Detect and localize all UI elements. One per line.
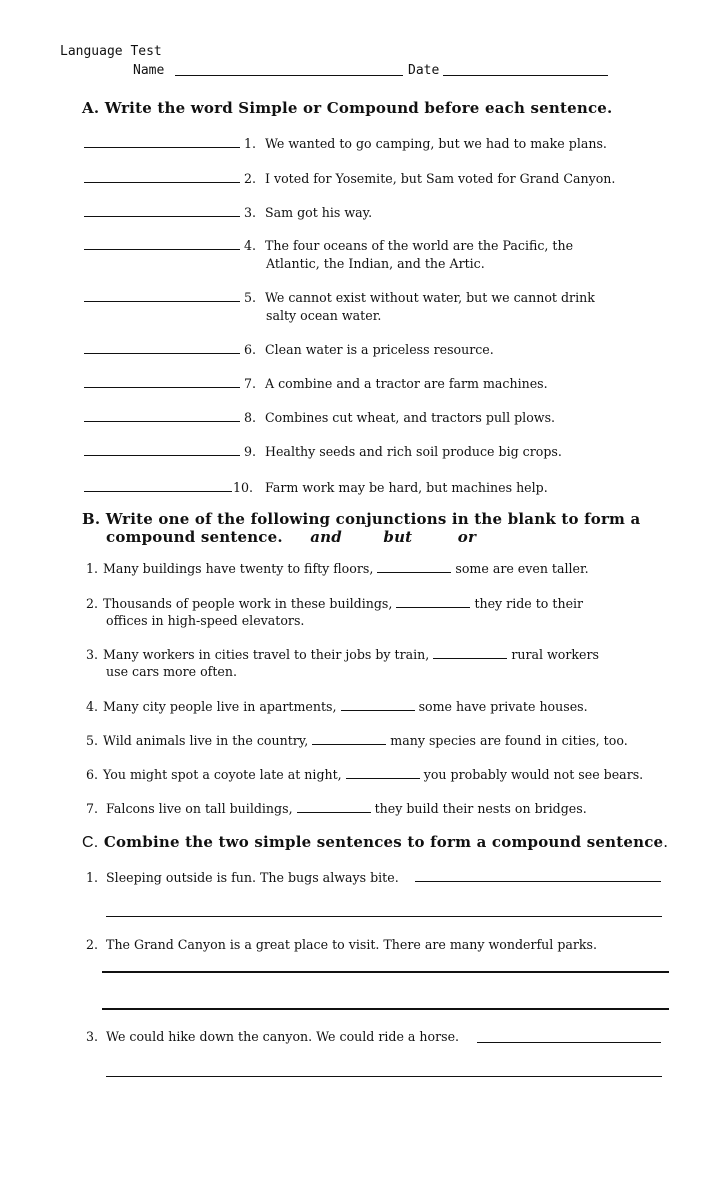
item-before: Many workers in cities travel to their jobs by train, [103, 647, 430, 662]
section-c-text: Combine the two simple sentences to form a compound sentence [103, 833, 664, 851]
item-number: 9. [244, 444, 257, 459]
b-item [86, 561, 589, 576]
item-number: 1. [86, 870, 99, 885]
item-number: 6. [86, 767, 99, 782]
c-answer-1a[interactable] [415, 881, 661, 882]
section-b-heading [82, 510, 640, 528]
answer-blank[interactable] [84, 249, 240, 250]
b-item [86, 733, 628, 748]
item-text: Sleeping outside is fun. The bugs always bite. [106, 870, 399, 885]
conjunction-blank[interactable] [433, 657, 507, 659]
conjunction-but: but [383, 528, 413, 546]
c-item-3 [86, 1029, 459, 1044]
conjunction-and: and [310, 528, 342, 546]
conjunction-blank[interactable] [341, 709, 415, 711]
section-a-letter: A. [82, 99, 100, 117]
item-text-continued: salty ocean water. [266, 308, 382, 323]
item-text: Farm work may be hard, but machines help. [265, 480, 548, 495]
item-text-continued: Atlantic, the Indian, and the Artic. [266, 256, 485, 271]
answer-blank[interactable] [84, 147, 240, 148]
item-number: 4. [86, 699, 99, 714]
item-number: 7. [244, 376, 257, 391]
conjunction-blank[interactable] [377, 571, 451, 573]
c-answer-2a[interactable] [102, 971, 669, 973]
answer-blank[interactable] [84, 421, 240, 422]
section-b-letter: B. [82, 510, 101, 528]
item-after: rural workers [511, 647, 599, 662]
item-number: 2. [86, 596, 99, 611]
item-text: Clean water is a priceless resource. [265, 342, 494, 357]
answer-blank[interactable] [84, 353, 240, 354]
item-number: 5. [244, 290, 257, 305]
item-before: Many buildings have twenty to fifty floors, [103, 561, 374, 576]
item-text: The four oceans of the world are the Pacific, the [265, 238, 574, 253]
item-before: Wild animals live in the country, [103, 733, 309, 748]
item-number: 10. [233, 480, 254, 495]
item-number: 2. [244, 171, 257, 186]
c-answer-3b[interactable] [106, 1076, 662, 1077]
item-after: some are even taller. [455, 561, 589, 576]
item-number: 7. [86, 801, 99, 816]
section-b-text-2: compound sentence. [106, 528, 283, 546]
item-after: you probably would not see bears. [423, 767, 644, 782]
item-number: 3. [86, 647, 99, 662]
item-after: some have private houses. [418, 699, 588, 714]
date-label: Date [408, 63, 440, 78]
section-c-period: . [663, 833, 669, 851]
item-text: We could hike down the canyon. We could ride a horse. [106, 1029, 460, 1044]
name-label: Name [133, 63, 165, 78]
answer-blank[interactable] [84, 387, 240, 388]
answer-blank[interactable] [84, 216, 240, 217]
item-before: Falcons live on tall buildings, [106, 801, 293, 816]
item-number: 3. [86, 1029, 99, 1044]
section-c-letter: C. [82, 834, 99, 851]
item-text: Sam got his way. [265, 205, 373, 220]
section-b-heading-2 [106, 528, 476, 546]
b-item-continued: use cars more often. [106, 664, 237, 679]
item-after: many species are found in cities, too. [390, 733, 628, 748]
item-number: 1. [86, 561, 99, 576]
item-after: they ride to their [474, 596, 584, 611]
section-a-heading [82, 99, 612, 117]
test-title: Language Test [60, 44, 162, 59]
c-answer-2b[interactable] [102, 1008, 669, 1010]
b-item [86, 699, 588, 714]
answer-blank[interactable] [84, 182, 240, 183]
c-item-2 [86, 937, 597, 952]
item-before: Thousands of people work in these buildings, [103, 596, 393, 611]
section-c-heading [82, 833, 668, 852]
answer-blank[interactable] [84, 301, 240, 302]
c-answer-1b[interactable] [106, 916, 662, 917]
item-text: We wanted to go camping, but we had to make plans. [265, 136, 607, 151]
conjunction-blank[interactable] [297, 811, 371, 813]
name-blank[interactable] [175, 75, 403, 76]
item-number: 3. [244, 205, 257, 220]
answer-blank[interactable] [84, 455, 240, 456]
item-text: The Grand Canyon is a great place to visit. There are many wonderful parks. [106, 937, 598, 952]
c-item-1 [86, 870, 399, 885]
conjunction-blank[interactable] [346, 777, 420, 779]
section-a-text: Write the word Simple or Compound before each sentence. [104, 99, 613, 117]
b-item [86, 647, 599, 662]
b-item [86, 596, 583, 611]
item-after: they build their nests on bridges. [374, 801, 587, 816]
item-text: A combine and a tractor are farm machines. [265, 376, 548, 391]
item-before: You might spot a coyote late at night, [103, 767, 342, 782]
item-number: 5. [86, 733, 99, 748]
conjunction-blank[interactable] [312, 743, 386, 745]
item-text: Combines cut wheat, and tractors pull plows. [265, 410, 556, 425]
b-item [86, 801, 587, 816]
section-b-text-1: Write one of the following conjunctions in the blank to form a [105, 510, 641, 528]
item-number: 6. [244, 342, 257, 357]
item-number: 2. [86, 937, 99, 952]
item-number: 8. [244, 410, 257, 425]
item-number: 4. [244, 238, 257, 253]
date-blank[interactable] [443, 75, 608, 76]
conjunction-or: or [457, 528, 477, 546]
answer-blank[interactable] [84, 491, 232, 492]
item-text: We cannot exist without water, but we cannot drink [265, 290, 595, 305]
b-item [86, 767, 643, 782]
c-answer-3a[interactable] [477, 1042, 661, 1043]
item-before: Many city people live in apartments, [103, 699, 337, 714]
item-number: 1. [244, 136, 257, 151]
item-text: Healthy seeds and rich soil produce big crops. [265, 444, 562, 459]
item-text: I voted for Yosemite, but Sam voted for Grand Canyon. [265, 171, 616, 186]
conjunction-blank[interactable] [396, 606, 470, 608]
b-item-continued: offices in high-speed elevators. [106, 613, 305, 628]
